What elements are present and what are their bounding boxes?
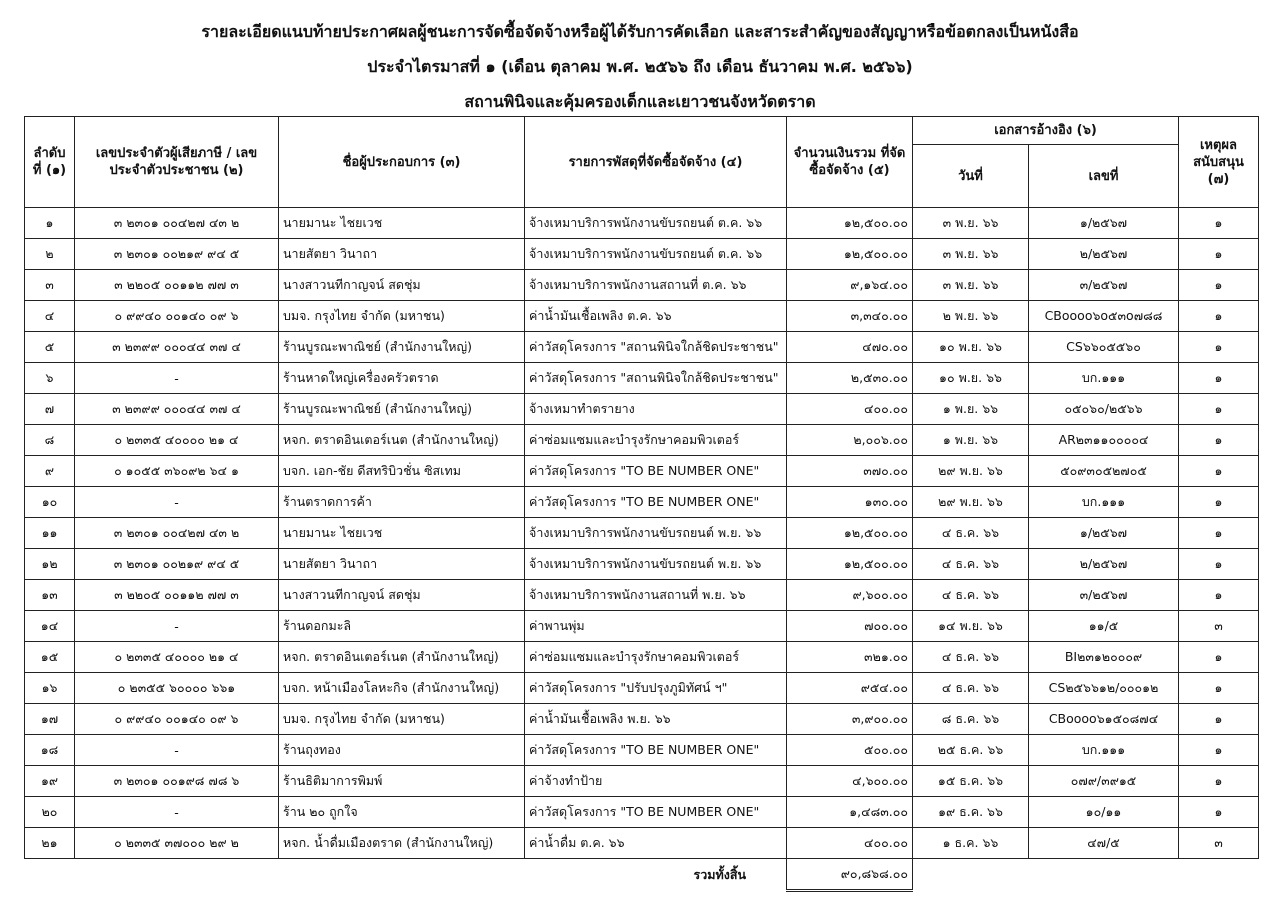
table-row	[25, 549, 1259, 580]
cell-refno: CBoooo๖๑๕๐๘๗๔	[1029, 704, 1179, 735]
cell-amount: ๑๒,๕๐๐.๐๐	[787, 208, 913, 239]
cell-reason: ๑	[1179, 518, 1259, 549]
cell-vendor: บมจ. กรุงไทย จำกัด (มหาชน)	[279, 301, 525, 332]
cell-item: จ้างเหมาบริการพนักงานสถานที่ พ.ย. ๖๖	[525, 580, 787, 611]
cell-refno: CS๖๖๐๕๕๖๐	[1029, 332, 1179, 363]
cell-taxid: ๐ ๒๓๕๕ ๖๐๐๐๐ ๖๖๑	[75, 673, 279, 704]
header-ref: เอกสารอ้างอิง (๖)	[913, 117, 1179, 145]
cell-refno: ๐๕๐๖๐/๒๕๖๖	[1029, 394, 1179, 425]
cell-amount: ๒,๕๓๐.๐๐	[787, 363, 913, 394]
cell-taxid: -	[75, 611, 279, 642]
cell-reason: ๑	[1179, 673, 1259, 704]
table-row	[25, 673, 1259, 704]
cell-no: ๑๕	[25, 642, 75, 673]
table-row	[25, 332, 1259, 363]
cell-amount: ๔๐๐.๐๐	[787, 828, 913, 859]
header-amount: จำนวนเงินรวม ที่จัดซื้อจัดจ้าง (๕)	[787, 117, 913, 208]
table-row	[25, 797, 1259, 828]
table-row	[25, 611, 1259, 642]
cell-refno: CS๒๕๖๖๑๒/๐๐๐๑๒	[1029, 673, 1179, 704]
cell-no: ๑๐	[25, 487, 75, 518]
table-row	[25, 394, 1259, 425]
cell-no: ๒๑	[25, 828, 75, 859]
cell-reason: ๑	[1179, 797, 1259, 828]
header-vendor: ชื่อผู้ประกอบการ (๓)	[279, 117, 525, 208]
cell-vendor: ร้านบูรณะพาณิชย์ (สำนักงานใหญ่)	[279, 394, 525, 425]
cell-amount: ๕๐๐.๐๐	[787, 735, 913, 766]
cell-reason: ๑	[1179, 580, 1259, 611]
cell-date: ๑๙ ธ.ค. ๖๖	[913, 797, 1029, 828]
cell-amount: ๒,๐๐๖.๐๐	[787, 425, 913, 456]
cell-date: ๑ พ.ย. ๖๖	[913, 394, 1029, 425]
cell-no: ๑	[25, 208, 75, 239]
cell-amount: ๗๐๐.๐๐	[787, 611, 913, 642]
cell-amount: ๑๒,๕๐๐.๐๐	[787, 518, 913, 549]
cell-amount: ๙,๖๐๐.๐๐	[787, 580, 913, 611]
cell-item: จ้างเหมาบริการพนักงานขับรถยนต์ ต.ค. ๖๖	[525, 239, 787, 270]
cell-refno: บก.๑๑๑	[1029, 363, 1179, 394]
cell-vendor: บมจ. กรุงไทย จำกัด (มหาชน)	[279, 704, 525, 735]
cell-no: ๑๘	[25, 735, 75, 766]
table-row	[25, 518, 1259, 549]
cell-reason: ๑	[1179, 301, 1259, 332]
cell-refno: ๑๐/๑๑	[1029, 797, 1179, 828]
cell-vendor: นายสัตยา วินาถา	[279, 239, 525, 270]
doc-title-line1: รายละเอียดแนบท้ายประกาศผลผู้ชนะการจัดซื้อจัดจ้างหรือผู้ได้รับการคัดเลือก และสาระสำคัญของสัญญาหรือข้อตกลงเป็นหนังสือ	[201, 22, 1079, 41]
cell-date: ๑๐ พ.ย. ๖๖	[913, 332, 1029, 363]
cell-taxid: ๓ ๒๓๐๑ ๐๐๔๒๗ ๔๓ ๒	[75, 208, 279, 239]
cell-taxid: -	[75, 735, 279, 766]
total-value: ๙๐,๘๖๘.๐๐	[787, 859, 913, 891]
cell-refno: ๑/๒๕๖๗	[1029, 518, 1179, 549]
cell-refno: ๑/๒๕๖๗	[1029, 208, 1179, 239]
cell-item: จ้างเหมาทำตรายาง	[525, 394, 787, 425]
header-reason: เหตุผลสนับสนุน (๗)	[1179, 117, 1259, 208]
cell-reason: ๓	[1179, 828, 1259, 859]
table-row	[25, 208, 1259, 239]
cell-vendor: ร้านตราดการค้า	[279, 487, 525, 518]
cell-item: ค่าวัสดุโครงการ "TO BE NUMBER ONE"	[525, 487, 787, 518]
cell-item: ค่าซ่อมแซมและบำรุงรักษาคอมพิวเตอร์	[525, 425, 787, 456]
cell-refno: บก.๑๑๑	[1029, 487, 1179, 518]
cell-reason: ๑	[1179, 456, 1259, 487]
table-row	[25, 642, 1259, 673]
cell-amount: ๑๒,๕๐๐.๐๐	[787, 239, 913, 270]
cell-date: ๓ พ.ย. ๖๖	[913, 208, 1029, 239]
cell-no: ๑๙	[25, 766, 75, 797]
cell-taxid: ๓ ๒๓๐๑ ๐๐๑๙๘ ๗๘ ๖	[75, 766, 279, 797]
cell-amount: ๑,๔๘๓.๐๐	[787, 797, 913, 828]
table-row	[25, 363, 1259, 394]
cell-date: ๔ ธ.ค. ๖๖	[913, 642, 1029, 673]
cell-taxid: ๓ ๒๓๐๑ ๐๐๒๑๙ ๙๔ ๕	[75, 549, 279, 580]
header-item: รายการพัสดุที่จัดซื้อจัดจ้าง (๔)	[525, 117, 787, 208]
table-row	[25, 735, 1259, 766]
cell-item: ค่าวัสดุโครงการ "TO BE NUMBER ONE"	[525, 735, 787, 766]
cell-item: ค่าน้ำดื่ม ต.ค. ๖๖	[525, 828, 787, 859]
cell-reason: ๑	[1179, 270, 1259, 301]
cell-no: ๖	[25, 363, 75, 394]
table-row	[25, 239, 1259, 270]
total-label: รวมทั้งสิ้น	[693, 866, 746, 882]
table-row	[25, 704, 1259, 735]
cell-date: ๒๙ พ.ย. ๖๖	[913, 456, 1029, 487]
cell-reason: ๑	[1179, 642, 1259, 673]
cell-no: ๒๐	[25, 797, 75, 828]
cell-reason: ๑	[1179, 766, 1259, 797]
cell-reason: ๑	[1179, 549, 1259, 580]
cell-vendor: หจก. ตราดอินเตอร์เนต (สำนักงานใหญ่)	[279, 425, 525, 456]
cell-vendor: ร้านหาดใหญ่เครื่องครัวตราด	[279, 363, 525, 394]
cell-item: จ้างเหมาบริการพนักงานขับรถยนต์ ต.ค. ๖๖	[525, 208, 787, 239]
table-row	[25, 425, 1259, 456]
cell-vendor: ร้านถุงทอง	[279, 735, 525, 766]
cell-reason: ๑	[1179, 394, 1259, 425]
cell-date: ๑๕ ธ.ค. ๖๖	[913, 766, 1029, 797]
table-row	[25, 828, 1259, 859]
cell-item: ค่าน้ำมันเชื้อเพลิง ต.ค. ๖๖	[525, 301, 787, 332]
doc-title-line3: สถานพินิจและคุ้มครองเด็กและเยาวชนจังหวัดตราด	[464, 92, 816, 111]
cell-refno: AR๒๓๑๑๐๐๐๐๔	[1029, 425, 1179, 456]
cell-item: ค่าซ่อมแซมและบำรุงรักษาคอมพิวเตอร์	[525, 642, 787, 673]
cell-item: จ้างเหมาบริการพนักงานสถานที่ ต.ค. ๖๖	[525, 270, 787, 301]
cell-amount: ๙,๑๖๔.๐๐	[787, 270, 913, 301]
table-row	[25, 270, 1259, 301]
cell-vendor: บจก. หน้าเมืองโลหะกิจ (สำนักงานใหญ่)	[279, 673, 525, 704]
cell-vendor: ร้านธิติมาการพิมพ์	[279, 766, 525, 797]
cell-no: ๑๗	[25, 704, 75, 735]
cell-reason: ๑	[1179, 735, 1259, 766]
cell-refno: BI๒๓๑๒๐๐๐๙	[1029, 642, 1179, 673]
cell-amount: ๙๕๔.๐๐	[787, 673, 913, 704]
cell-vendor: นายมานะ ไชยเวช	[279, 518, 525, 549]
cell-item: ค่าน้ำมันเชื้อเพลิง พ.ย. ๖๖	[525, 704, 787, 735]
cell-taxid: ๓ ๒๒๐๕ ๐๐๑๑๒ ๗๗ ๓	[75, 270, 279, 301]
cell-vendor: นายมานะ ไชยเวช	[279, 208, 525, 239]
cell-item: ค่าวัสดุโครงการ "สถานพินิจใกล้ชิดประชาชน"	[525, 363, 787, 394]
cell-reason: ๑	[1179, 208, 1259, 239]
table-row	[25, 580, 1259, 611]
cell-date: ๘ ธ.ค. ๖๖	[913, 704, 1029, 735]
cell-refno: CBoooo๖o๕๓o๗๘๘	[1029, 301, 1179, 332]
cell-amount: ๓๗๐.๐๐	[787, 456, 913, 487]
cell-taxid: ๐ ๙๙๔๐ ๐๐๑๔๐ ๐๙ ๖	[75, 301, 279, 332]
table-row	[25, 487, 1259, 518]
cell-no: ๕	[25, 332, 75, 363]
header-no: ลำดับ ที่ (๑)	[25, 117, 75, 208]
cell-reason: ๑	[1179, 425, 1259, 456]
cell-reason: ๑	[1179, 704, 1259, 735]
cell-date: ๔ ธ.ค. ๖๖	[913, 580, 1029, 611]
header-taxid: เลขประจำตัวผู้เสียภาษี / เลขประจำตัวประชาชน (๒)	[75, 117, 279, 208]
cell-reason: ๑	[1179, 487, 1259, 518]
cell-taxid: ๐ ๑๐๕๕ ๓๖๐๙๒ ๖๔ ๑	[75, 456, 279, 487]
cell-reason: ๑	[1179, 239, 1259, 270]
cell-vendor: หจก. น้ำดื่มเมืองตราด (สำนักงานใหญ่)	[279, 828, 525, 859]
cell-item: ค่าวัสดุโครงการ "ปรับปรุงภูมิทัศน์ ฯ"	[525, 673, 787, 704]
cell-vendor: ร้านบูรณะพาณิชย์ (สำนักงานใหญ่)	[279, 332, 525, 363]
cell-refno: ๓/๒๕๖๗	[1029, 580, 1179, 611]
cell-taxid: ๓ ๒๓๐๑ ๐๐๔๒๗ ๔๓ ๒	[75, 518, 279, 549]
cell-item: จ้างเหมาบริการพนักงานขับรถยนต์ พ.ย. ๖๖	[525, 549, 787, 580]
cell-amount: ๓,๓๔๐.๐๐	[787, 301, 913, 332]
table-row	[25, 456, 1259, 487]
cell-no: ๑๔	[25, 611, 75, 642]
cell-vendor: นางสาวนทีกาญจน์ สดชุ่ม	[279, 270, 525, 301]
cell-vendor: นางสาวนทีกาญจน์ สดชุ่ม	[279, 580, 525, 611]
header-refno: เลขที่	[1029, 145, 1179, 208]
cell-taxid: ๐ ๙๙๔๐ ๐๐๑๔๐ ๐๙ ๖	[75, 704, 279, 735]
cell-refno: ๒/๒๕๖๗	[1029, 239, 1179, 270]
cell-item: ค่าพานพุ่ม	[525, 611, 787, 642]
cell-no: ๘	[25, 425, 75, 456]
cell-date: ๑๔ พ.ย. ๖๖	[913, 611, 1029, 642]
cell-taxid: ๐ ๒๓๓๕ ๓๗๐๐๐ ๒๙ ๒	[75, 828, 279, 859]
cell-taxid: ๓ ๒๓๐๑ ๐๐๒๑๙ ๙๔ ๕	[75, 239, 279, 270]
cell-reason: ๑	[1179, 332, 1259, 363]
cell-item: ค่าวัสดุโครงการ "TO BE NUMBER ONE"	[525, 456, 787, 487]
cell-vendor: ร้านดอกมะลิ	[279, 611, 525, 642]
header-date: วันที่	[913, 145, 1029, 208]
cell-vendor: บจก. เอก-ชัย ดีสทริบิวชั่น ซิสเทม	[279, 456, 525, 487]
cell-refno: ๓/๒๕๖๗	[1029, 270, 1179, 301]
cell-date: ๔ ธ.ค. ๖๖	[913, 549, 1029, 580]
cell-no: ๑๒	[25, 549, 75, 580]
cell-date: ๒๕ ธ.ค. ๖๖	[913, 735, 1029, 766]
cell-taxid: ๓ ๒๓๙๙ ๐๐๐๔๔ ๓๗ ๔	[75, 332, 279, 363]
cell-no: ๓	[25, 270, 75, 301]
cell-refno: ๔๗/๕	[1029, 828, 1179, 859]
cell-amount: ๓,๙๐๐.๐๐	[787, 704, 913, 735]
procurement-table	[24, 116, 1259, 892]
cell-amount: ๔,๖๐๐.๐๐	[787, 766, 913, 797]
cell-amount: ๓๒๑.๐๐	[787, 642, 913, 673]
cell-no: ๒	[25, 239, 75, 270]
cell-date: ๒ พ.ย. ๖๖	[913, 301, 1029, 332]
cell-taxid: ๓ ๒๒๐๕ ๐๐๑๑๒ ๗๗ ๓	[75, 580, 279, 611]
cell-item: ค่าวัสดุโครงการ "สถานพินิจใกล้ชิดประชาชน"	[525, 332, 787, 363]
cell-taxid: -	[75, 363, 279, 394]
cell-no: ๗	[25, 394, 75, 425]
cell-taxid: ๓ ๒๓๙๙ ๐๐๐๔๔ ๓๗ ๔	[75, 394, 279, 425]
cell-vendor: นายสัตยา วินาถา	[279, 549, 525, 580]
cell-refno: ๕๐๙๓๐๕๒๗๐๕	[1029, 456, 1179, 487]
cell-date: ๓ พ.ย. ๖๖	[913, 270, 1029, 301]
cell-item: จ้างเหมาบริการพนักงานขับรถยนต์ พ.ย. ๖๖	[525, 518, 787, 549]
table-row	[25, 301, 1259, 332]
cell-amount: ๔๗๐.๐๐	[787, 332, 913, 363]
cell-no: ๑๖	[25, 673, 75, 704]
cell-taxid: ๐ ๒๓๓๕ ๔๐๐๐๐ ๒๑ ๔	[75, 642, 279, 673]
cell-date: ๑๐ พ.ย. ๖๖	[913, 363, 1029, 394]
cell-no: ๙	[25, 456, 75, 487]
cell-amount: ๔๐๐.๐๐	[787, 394, 913, 425]
cell-date: ๓ พ.ย. ๖๖	[913, 239, 1029, 270]
cell-no: ๑๑	[25, 518, 75, 549]
cell-date: ๔ ธ.ค. ๖๖	[913, 673, 1029, 704]
cell-reason: ๓	[1179, 611, 1259, 642]
table-row	[25, 766, 1259, 797]
cell-item: ค่าจ้างทำป้าย	[525, 766, 787, 797]
cell-reason: ๑	[1179, 363, 1259, 394]
cell-refno: ๐๗๙/๓๙๑๕	[1029, 766, 1179, 797]
cell-refno: ๑๑/๕	[1029, 611, 1179, 642]
cell-item: ค่าวัสดุโครงการ "TO BE NUMBER ONE"	[525, 797, 787, 828]
cell-date: ๑ ธ.ค. ๖๖	[913, 828, 1029, 859]
cell-taxid: -	[75, 797, 279, 828]
cell-no: ๑๓	[25, 580, 75, 611]
cell-taxid: ๐ ๒๓๓๕ ๔๐๐๐๐ ๒๑ ๔	[75, 425, 279, 456]
cell-refno: ๒/๒๕๖๗	[1029, 549, 1179, 580]
cell-date: ๔ ธ.ค. ๖๖	[913, 518, 1029, 549]
doc-title-line2: ประจำไตรมาสที่ ๑ (เดือน ตุลาคม พ.ศ. ๒๕๖๖ ถึง เดือน ธันวาคม พ.ศ. ๒๕๖๖)	[367, 57, 913, 76]
cell-amount: ๑๓๐.๐๐	[787, 487, 913, 518]
cell-vendor: หจก. ตราดอินเตอร์เนต (สำนักงานใหญ่)	[279, 642, 525, 673]
cell-amount: ๑๒,๕๐๐.๐๐	[787, 549, 913, 580]
cell-vendor: ร้าน ๒๐ ถูกใจ	[279, 797, 525, 828]
cell-date: ๑ พ.ย. ๖๖	[913, 425, 1029, 456]
cell-refno: บก.๑๑๑	[1029, 735, 1179, 766]
cell-date: ๒๙ พ.ย. ๖๖	[913, 487, 1029, 518]
cell-taxid: -	[75, 487, 279, 518]
cell-no: ๔	[25, 301, 75, 332]
